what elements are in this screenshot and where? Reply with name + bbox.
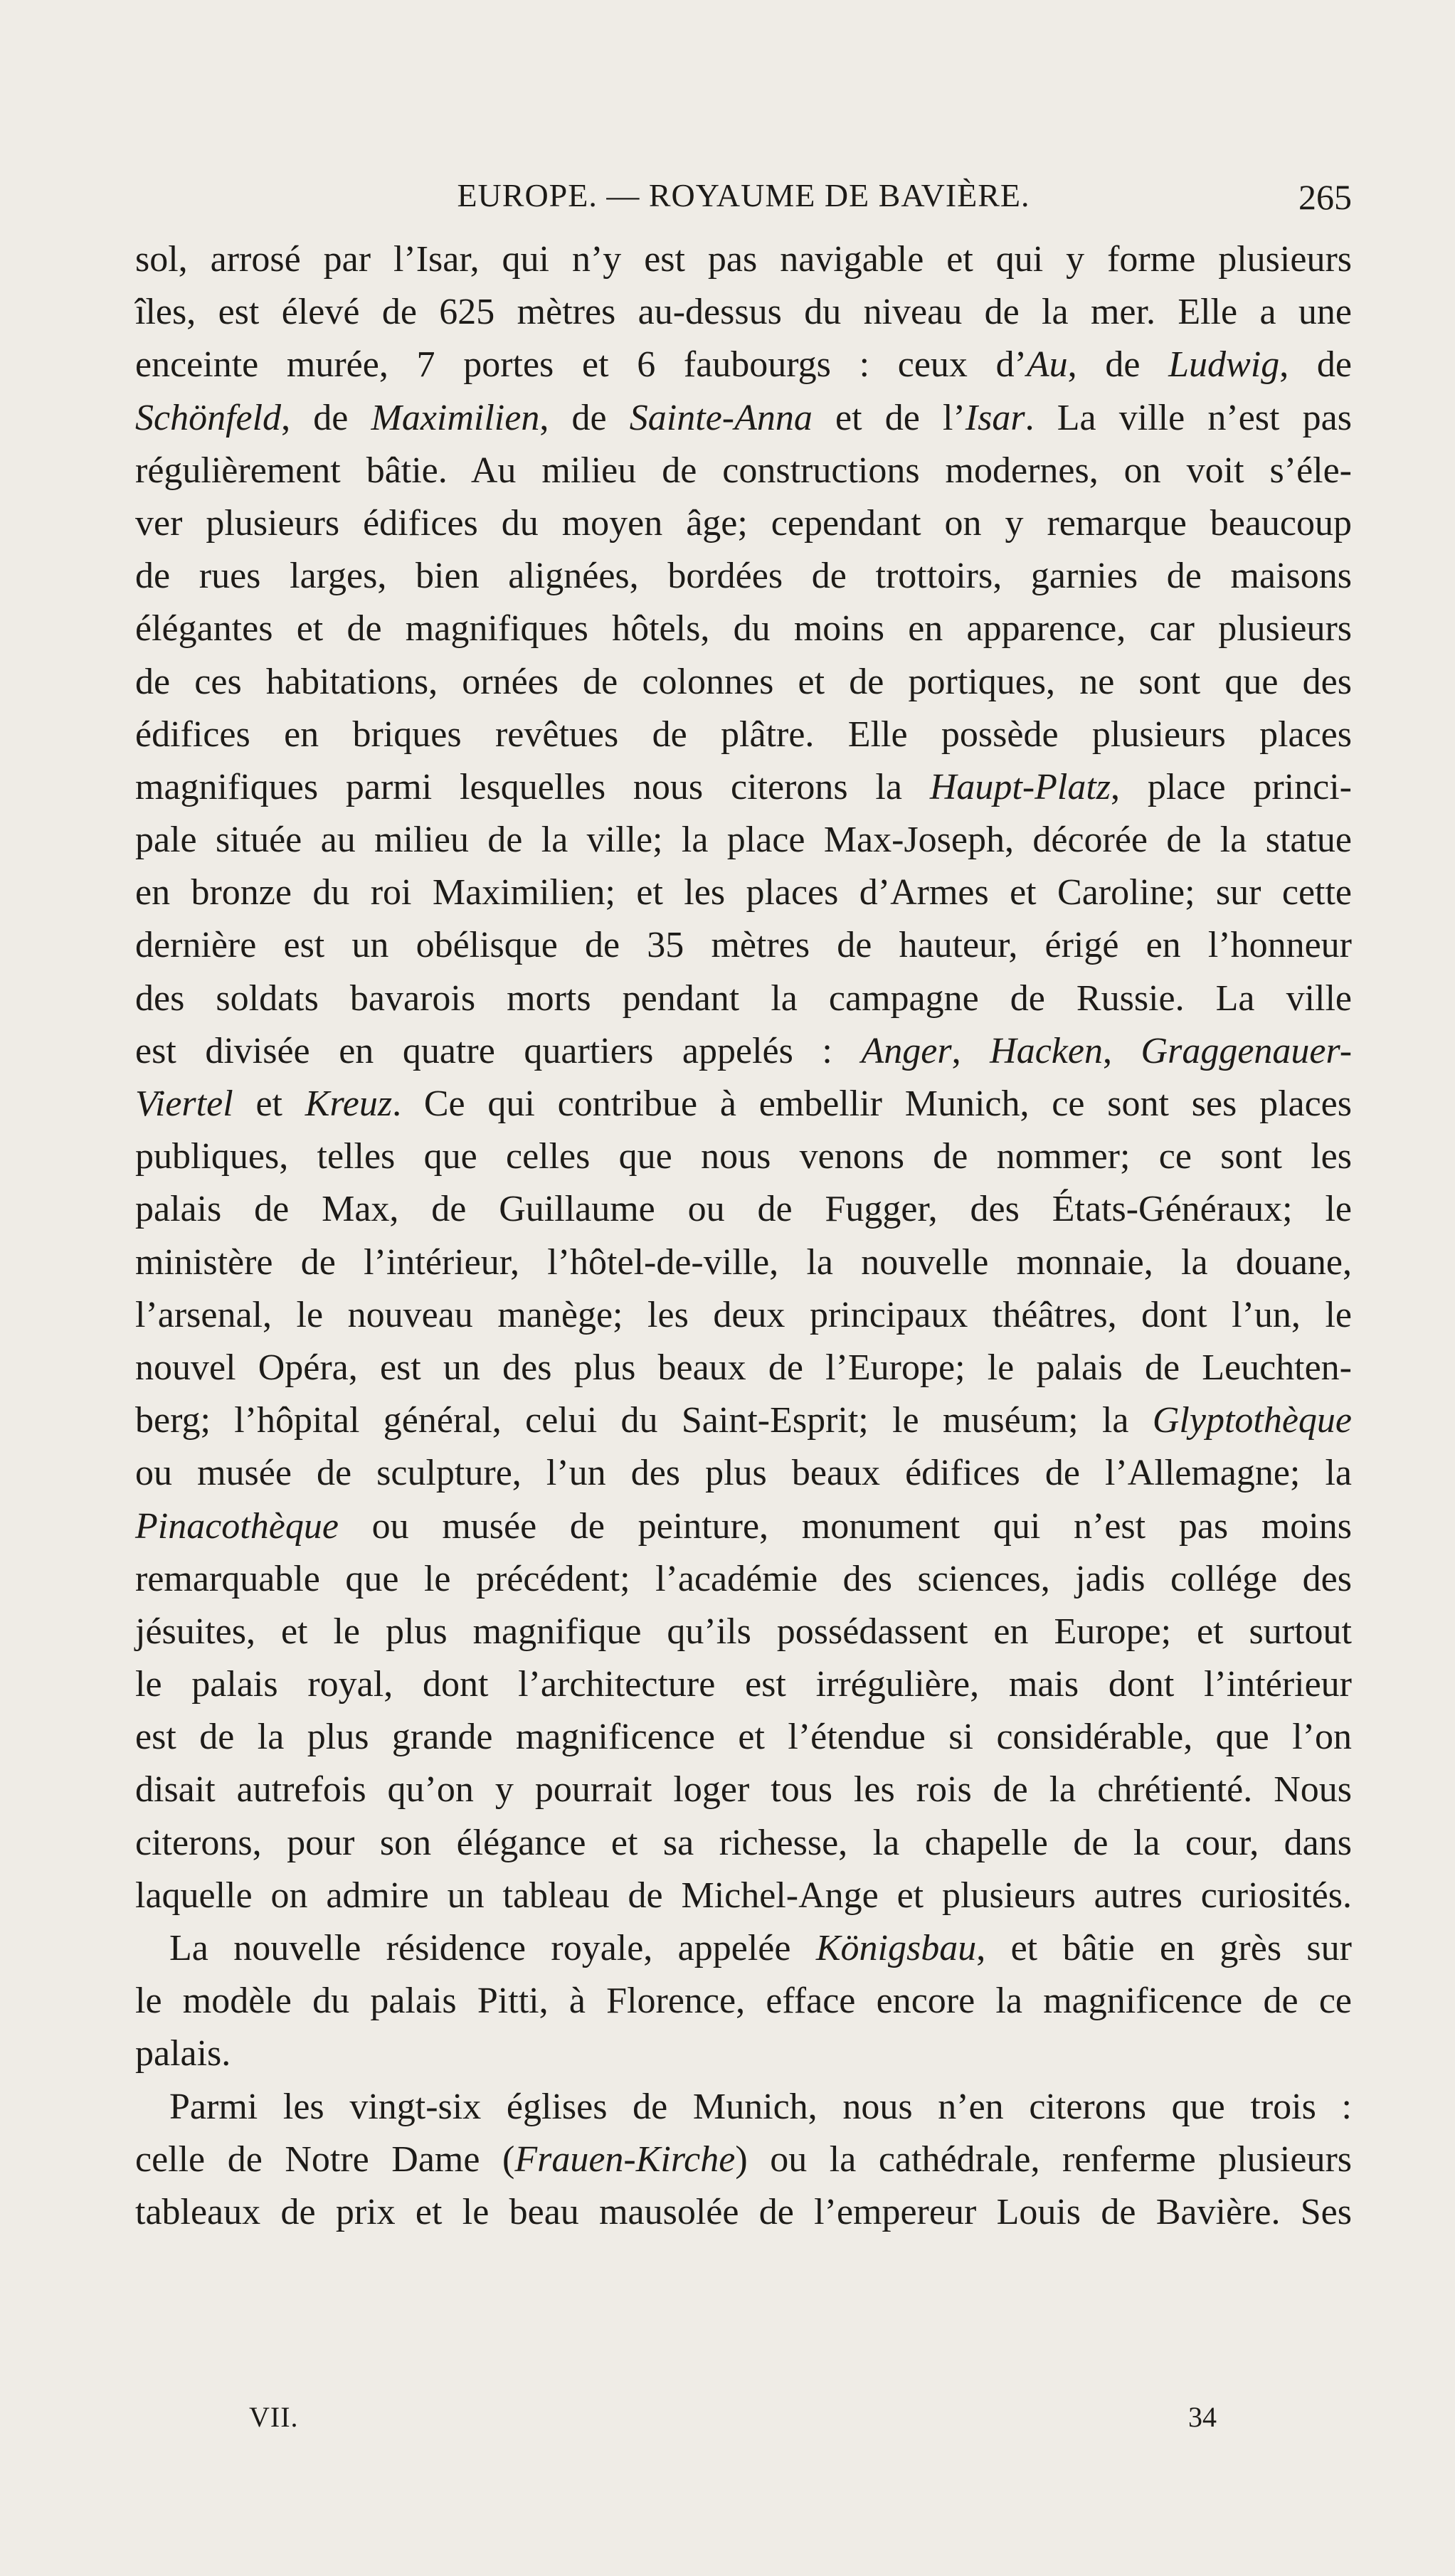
page-footer	[135, 2400, 1352, 2436]
text-line: de ces habitations, ornées de colonnes et de portiques, ne sont que des	[135, 661, 1352, 702]
text-line: Schönfeld, de Maximilien, de Sainte-Anna et de l’Isar. La ville n’est pas	[135, 397, 1352, 438]
text-line: tableaux de prix et le beau mausolée de l’empereur Louis de Bavière. Ses	[135, 2191, 1352, 2232]
text-line: pale située au milieu de la ville; la place Max-Joseph, décorée de la statue	[135, 820, 1352, 861]
signature-mark: VII.	[249, 2401, 299, 2433]
text-line: citerons, pour son élégance et sa richesse, la chapelle de la cour, dans	[135, 1822, 1352, 1863]
text-line: remarquable que le précédent; l’académie des sciences, jadis collége des	[135, 1558, 1352, 1599]
text-line: élégantes et de magnifiques hôtels, du moins en apparence, car plusieurs	[135, 608, 1352, 650]
text-line: Viertel et Kreuz. Ce qui contribue à embellir Munich, ce sont ses places	[135, 1083, 1352, 1124]
text-line: palais de Max, de Guillaume ou de Fugger, des États-Généraux; le	[135, 1189, 1352, 1230]
text-line: publiques, telles que celles que nous venons de nommer; ce sont les	[135, 1136, 1352, 1177]
text-line: jésuites, et le plus magnifique qu’ils possédassent en Europe; et surtout	[135, 1611, 1352, 1652]
text-line: édifices en briques revêtues de plâtre. Elle possède plusieurs places	[135, 714, 1352, 755]
text-line: est divisée en quatre quartiers appelés : Anger, Hacken, Graggenauer-	[135, 1030, 1353, 1071]
body-text	[135, 233, 1352, 2239]
text-line: berg; l’hôpital général, celui du Saint-Esprit; le muséum; la Glyptothèque	[135, 1400, 1352, 1441]
text-line: La nouvelle résidence royale, appelée Königsbau, et bâtie en grès sur	[169, 1928, 1352, 1968]
text-line: régulièrement bâtie. Au milieu de constructions modernes, on voit s’éle-	[135, 450, 1352, 491]
text-line: laquelle on admire un tableau de Michel-Ange et plusieurs autres curiosités.	[135, 1875, 1352, 1916]
text-line: de rues larges, bien alignées, bordées de trottoirs, garnies de maisons	[135, 556, 1352, 597]
page-number: 265	[1298, 177, 1352, 217]
sheet-number: 34	[1188, 2401, 1217, 2433]
text-line: le modèle du palais Pitti, à Florence, efface encore la magnificence de ce	[135, 1981, 1352, 2022]
text-line: enceinte murée, 7 portes et 6 faubourgs : ceux d’Au, de Ludwig, de	[135, 344, 1352, 386]
text-line: sol, arrosé par l’Isar, qui n’y est pas navigable et qui y forme plusieurs	[135, 239, 1352, 280]
text-line: est de la plus grande magnificence et l’étendue si considérable, que l’on	[135, 1717, 1352, 1758]
text-line: ver plusieurs édifices du moyen âge; cependant on y remarque beaucoup	[135, 502, 1352, 544]
text-line: le palais royal, dont l’architecture est irrégulière, mais dont l’intérieur	[135, 1664, 1352, 1705]
text-line: îles, est élevé de 625 mètres au-dessus du niveau de la mer. Elle a une	[135, 292, 1352, 333]
text-line: en bronze du roi Maximilien; et les places d’Armes et Caroline; sur cette	[135, 872, 1352, 913]
text-line: nouvel Opéra, est un des plus beaux de l’Europe; le palais de Leuchten-	[135, 1347, 1352, 1388]
text-line: magnifiques parmi lesquelles nous citerons la Haupt-Platz, place princi-	[135, 766, 1353, 807]
text-line: Pinacothèque ou musée de peinture, monument qui n’est pas moins	[135, 1505, 1352, 1547]
running-head	[135, 176, 1352, 219]
text-line: palais.	[135, 2033, 231, 2074]
text-line: l’arsenal, le nouveau manège; les deux principaux théâtres, dont l’un, le	[135, 1294, 1352, 1335]
text-line: dernière est un obélisque de 35 mètres de hauteur, érigé en l’honneur	[135, 925, 1352, 966]
text-line: disait autrefois qu’on y pourrait loger tous les rois de la chrétienté. Nous	[135, 1769, 1352, 1811]
text-line: ou musée de sculpture, l’un des plus beaux édifices de l’Allemagne; la	[135, 1453, 1352, 1494]
running-title: EUROPE. — ROYAUME DE BAVIÈRE.	[457, 177, 1030, 213]
text-line: celle de Notre Dame (Frauen-Kirche) ou la cathédrale, renferme plusieurs	[135, 2138, 1353, 2180]
text-line: Parmi les vingt-six églises de Munich, nous n’en citerons que trois :	[169, 2086, 1352, 2127]
text-line: des soldats bavarois morts pendant la campagne de Russie. La ville	[135, 977, 1352, 1019]
text-line: ministère de l’intérieur, l’hôtel-de-ville, la nouvelle monnaie, la douane,	[135, 1241, 1352, 1283]
